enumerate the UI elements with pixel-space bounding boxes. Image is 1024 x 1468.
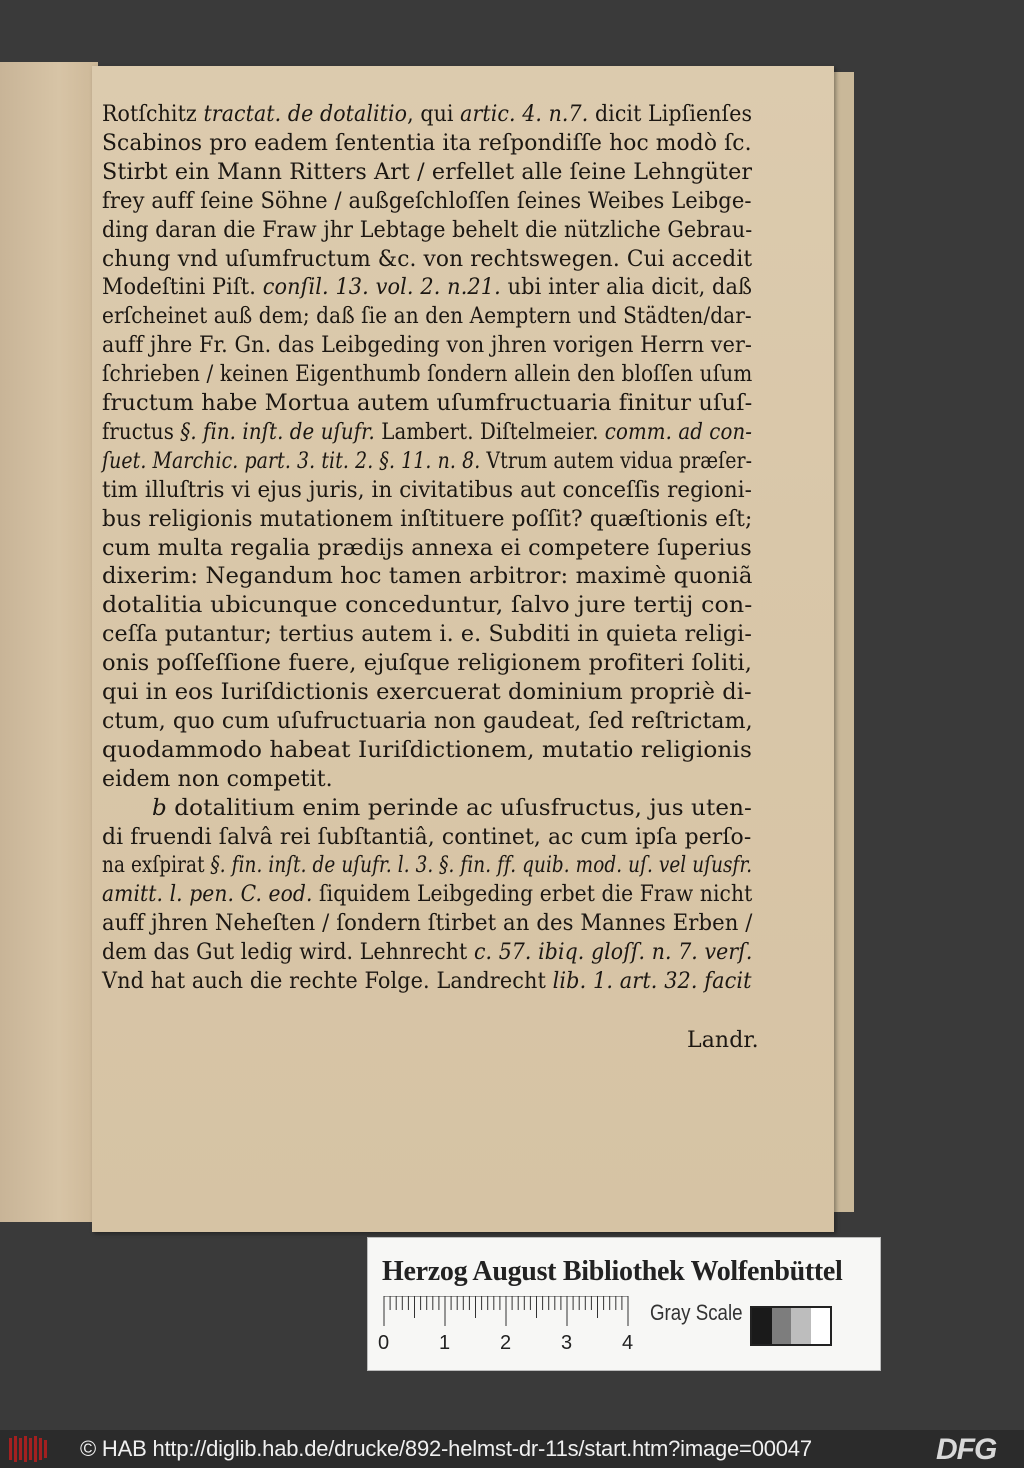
text-line [102,187,752,217]
library-scale-card [367,1237,881,1371]
text-line [102,562,752,592]
text-line [102,736,752,766]
text-line [102,129,752,159]
body-text: auff jhre Fr. Gn. das Leibgeding von jhren vorigen Herrn ver- [102,333,753,359]
text-line [102,302,752,332]
gray-swatch [811,1308,831,1344]
body-text: Rotſchitz [102,102,204,127]
text-line [102,476,752,506]
body-text: erſcheinet auß dem; daß ſie an den Aemptern und Städten/dar- [102,304,752,330]
text-line [102,909,753,939]
source-url[interactable]: © HAB http://diglib.hab.de/drucke/892-helmst-dr-11s/start.htm?image=00047 [80,1436,812,1461]
text-line [102,707,753,737]
citation-text: §. fin. inſt. de uſufr. l. 3. §. fin. ff. quib. mod. uſ. vel uſusfr. [210,853,753,879]
ruler-number: 1 [439,1332,451,1354]
text-line [102,447,752,477]
text-line [102,418,752,448]
body-text: dotalitia ubicunque conceduntur, ſalvo jure tertij con- [102,593,753,619]
text-line [102,100,752,130]
body-text: , qui [407,102,461,127]
body-text: Scabinos pro eadem ſententia ita reſpondiſſe hoc modò ſc. [102,130,752,156]
citation-text: §. fin. inſt. de uſufr. [180,419,375,445]
body-text: fructus [102,419,181,445]
body-text: ctum, quo cum uſufructuaria non gaudeat, ſed reſtrictam, [102,708,753,734]
body-text: di fruendi ſalvâ rei ſubſtantiâ, continet, ac cum ipſa perſo- [102,824,752,850]
body-text: quodammodo habeat Iuriſdictionem, mutatio religionis [102,737,752,763]
text-line [102,880,752,910]
body-text: Vtrum autem vidua præſer- [480,448,753,474]
text-line [102,649,752,679]
citation-text: tractat. de dotalitio [203,102,408,127]
body-text: ding daran die Fraw jhr Lebtage behelt die nützliche Gebrau- [102,217,753,243]
citation-text: artic. 4. n.7. [460,102,589,127]
body-text: dixerim: Negandum hoc tamen arbitror: maximè quoniã [102,564,753,590]
body-text: bus religionis mutationem inſtituere poſſit? quæſtionis eſt; [102,506,753,532]
gray-swatch [772,1308,792,1344]
body-text: auff jhren Neheſten / ſondern ſtirbet an des Mannes Erben / [102,911,753,937]
body-text: dicit Lipſienſes [588,102,753,127]
ruler-number: 3 [561,1332,573,1354]
text-line [102,620,752,650]
ruler-number: 2 [500,1332,512,1354]
text-line [102,938,752,968]
dfg-logo: DFG [936,1433,997,1466]
body-text: chung vnd uſumfructum &c. von rechtswegen. Cui accedit [102,246,753,272]
gray-scale-swatch [750,1306,832,1346]
body-text: ſchrieben / keinen Eigenthumb ſondern allein den bloſſen uſum [102,362,753,388]
body-text: ubi inter alia dicit, daß [500,275,753,301]
gray-swatch [791,1308,811,1344]
hab-logo-icon [6,1434,50,1464]
text-line [102,158,752,188]
citation-text: conſil. 13. vol. 2. n.21. [262,275,501,301]
text-line [102,505,752,535]
text-line [152,794,752,824]
body-text: onis poſſeſſione fuere, ejuſque religionem profiteri ſoliti, [102,651,753,677]
body-text: Vnd hat auch die rechte Folge. Landrecht [102,969,553,994]
library-name: Herzog August Bibliothek Wolfenbüttel [382,1256,843,1287]
citation-text: c. 57. ibiq. gloſſ. n. 7. verſ. [473,940,753,966]
body-text: tim illuſtris vi ejus juris, in civitatibus aut conceſſis regioni- [102,477,753,503]
citation-text: lib. 1. art. 32. facit [552,969,752,994]
book-page [92,66,834,1232]
text-line [102,591,752,621]
body-text: na exſpirat [102,853,211,879]
text-line [102,765,333,795]
text-line [102,273,752,303]
text-line [102,360,752,390]
text-line [102,967,752,997]
text-line [102,851,752,881]
text-line [102,245,752,275]
text-line [102,823,751,853]
body-text: frey auff ſeine Söhne / außgeſchloſſen ſeines Weibes Leibge- [102,188,752,214]
body-text: dotalitium enim perinde ac uſusfructus, jus uten- [166,795,752,821]
ruler-number: 0 [378,1332,390,1354]
viewer-footer [0,1430,1024,1468]
text-line [102,534,752,564]
text-line [102,389,752,419]
gray-swatch [752,1308,772,1344]
body-text: cum multa regalia prædijs annexa ei competere ſuperius [102,535,752,561]
body-text: fructum habe Mortua autem uſumfructuaria finitur uſuſ- [102,391,753,416]
citation-text: ſuet. Marchic. part. 3. tit. 2. §. 11. n. 8. [102,448,481,474]
previous-page-edge [0,62,98,1222]
body-text: ceſſa putantur; tertius autem i. e. Subditi in quieta religi- [102,622,752,648]
text-line [102,216,752,246]
body-text: Lambert. Diſtelmeier. [374,419,605,445]
citation-text: comm. ad con- [604,419,753,445]
citation-text: amitt. l. pen. C. eod. [102,882,313,908]
body-text: qui in eos Iuriſdictionis exercuerat dominium propriè di- [102,680,752,705]
body-text: Modeſtini Piſt. [102,275,263,301]
text-line [102,331,752,361]
body-text: eidem non competit. [102,766,333,792]
body-text: Stirbt ein Mann Ritters Art / erfellet alle ſeine Lehngüter [102,159,753,185]
catchword: Landr. [687,1028,759,1053]
body-text: dem das Gut ledig wird. Lehnrecht [102,940,474,966]
citation-text: b [152,795,167,821]
ruler-number: 4 [622,1332,634,1354]
body-text: ſiquidem Leibgeding erbet die Fraw nicht [312,882,753,908]
text-line [102,678,752,708]
gray-scale-label: Gray Scale [650,1300,743,1325]
